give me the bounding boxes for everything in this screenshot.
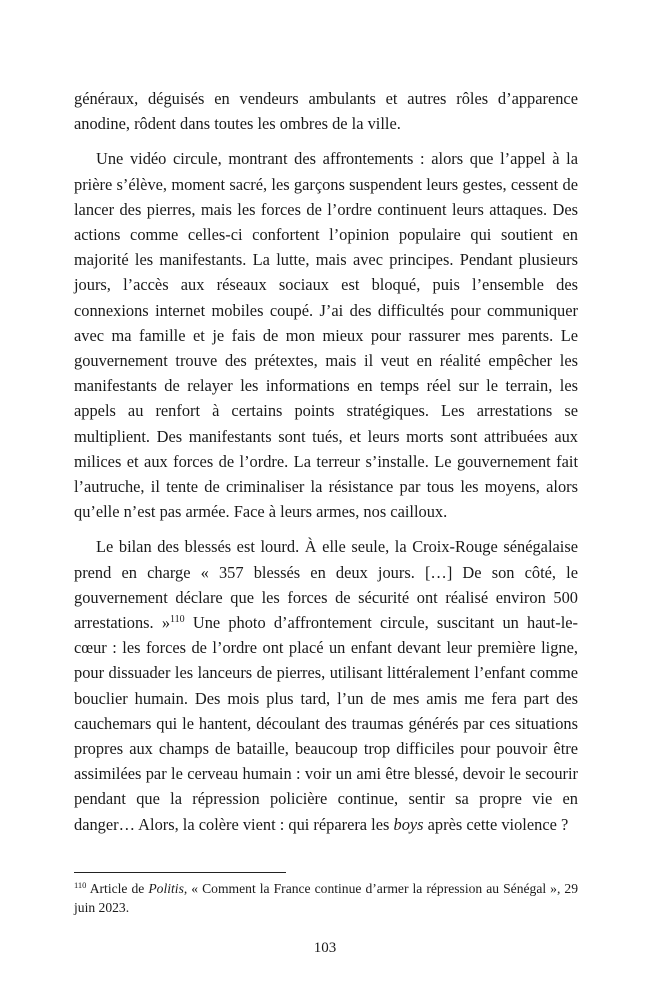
italic-word-boys: boys	[393, 814, 424, 834]
paragraph-continuation: généraux, déguisés en vendeurs ambulants et autres rôles d’apparence anodine, rôdent dans toutes les ombres de la ville.	[74, 89, 578, 134]
paragraph-injuries	[74, 534, 578, 836]
paragraph-injuries-text-1: Le bilan des blessés est lourd. À elle seule, la Croix-Rouge sénégalaise prend en charge « 357 blessés en deux jours. […] De son côté, le gouvernement déclare que les forces de sécurité ont réalisé environ 500 arrestations. »	[74, 537, 578, 633]
footnote-number: 110	[74, 880, 87, 890]
footnote-text-2: , « Comment la France continue d’armer la répression au Sénégal », 29 juin 2023.	[74, 881, 578, 915]
paragraph-injuries-text-3: après cette violence ?	[423, 814, 569, 834]
footnote-separator	[74, 872, 286, 873]
paragraph-video: Une vidéo circule, montrant des affrontements : alors que l’appel à la prière s’élève, moment sacré, les garçons suspendent leurs gestes, cessent de lancer des pierres, mais les forces de l’ordre continuent leurs attaques. Des actions comme celles-ci confortent l’opinion populaire qui soutient en majorité les manifestants. La lutte, mais avec principes. Pendant plusieurs jours, l’accès aux réseaux sociaux est bloqué, puis l’ensemble des connexions internet mobiles coupé. J’ai des difficultés pour communiquer avec ma famille et je fais de mon mieux pour rassurer mes parents. Le gouvernement trouve des prétextes, mais il veut en réalité empêcher les manifestants de relayer les informations en temps réel sur le terrain, les appels au renfort à certains points stratégiques. Les arrestations se multiplient. Des manifestants sont tués, et leurs morts sont attribuées aux milices et aux forces de l’ordre. La terreur s’installe. Le gouvernement fait l’autruche, il tente de criminaliser la résistance par tous les moyens, alors qu’elle n’est pas armée. Face à leurs armes, nos cailloux.	[74, 149, 578, 522]
page-body	[74, 86, 578, 837]
footnote-text-1: Article de	[86, 881, 149, 896]
paragraph-injuries-text-2: Une photo d’affrontement circule, suscitant un haut-le-cœur : les forces de l’ordre ont placé un enfant devant leur première ligne, pour dissuader les lanceurs de pierres, utilisant littéralement l’enfant comme bouclier humain. Des mois plus tard, l’un de mes amis me fera part des cauchemars qui le hantent, découlant des traumas générés par ces situations propres aux champs de bataille, beaucoup trop difficiles pour pouvoir être assimilées par le cerveau humain : voir un ami être blessé, devoir le secourir pendant que la répression policière continue, sentir sa propre vie en danger… Alors, la colère vient : qui réparera les	[74, 613, 578, 834]
footnote-reference[interactable]: 110	[170, 614, 185, 626]
footnote-publication-title: Politis	[148, 881, 184, 896]
footnote-110	[74, 880, 578, 917]
page-number: 103	[313, 940, 337, 956]
